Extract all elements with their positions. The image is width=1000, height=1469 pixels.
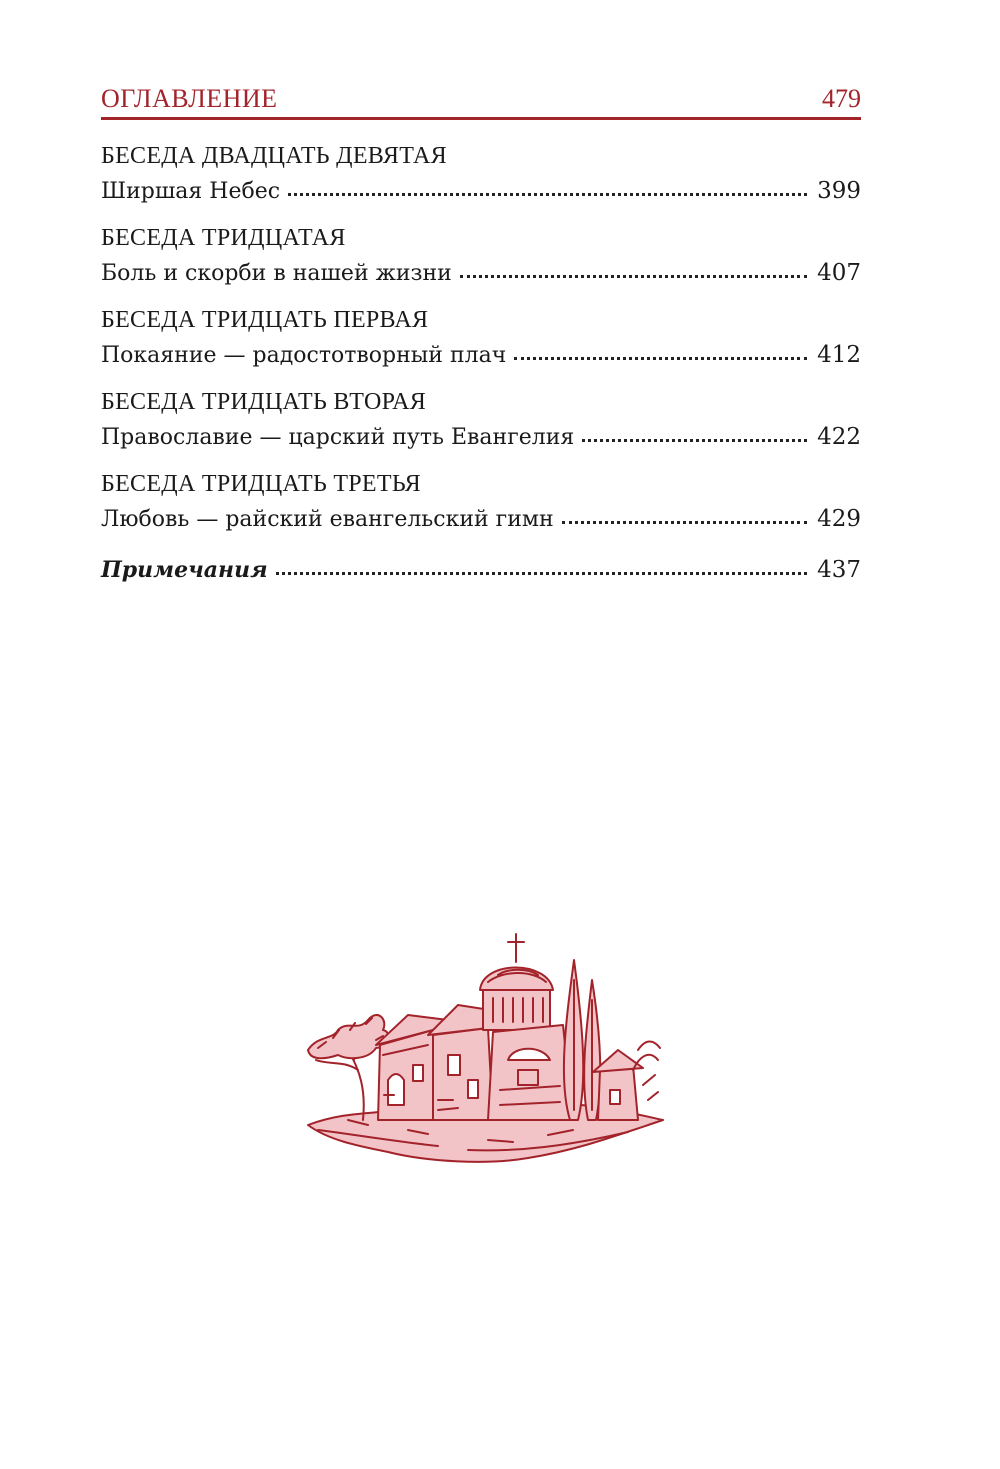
toc-entry-title: Покаяние — радостотворный плач (101, 343, 507, 368)
toc-entry-page: 399 (817, 178, 861, 204)
toc-entry (101, 223, 861, 292)
monastery-church-engraving-icon (288, 920, 668, 1170)
toc-entry-heading: БЕСЕДА ТРИДЦАТАЯ (101, 225, 346, 251)
toc-entry-page: 412 (817, 342, 861, 368)
toc-entry-line[interactable] (101, 254, 861, 292)
toc-entry-line[interactable] (101, 418, 861, 456)
dot-leader (276, 572, 807, 575)
dot-leader (460, 275, 807, 278)
toc-entry-page: 422 (817, 424, 861, 450)
toc-entry-page: 407 (817, 260, 861, 286)
toc-entry-heading: БЕСЕДА ТРИДЦАТЬ ПЕРВАЯ (101, 307, 429, 333)
toc-notes-entry (101, 551, 861, 589)
toc-entry (101, 141, 861, 210)
toc-notes-line[interactable] (101, 551, 861, 589)
header-rule (101, 117, 861, 120)
toc-entry-heading: БЕСЕДА ТРИДЦАТЬ ВТОРАЯ (101, 389, 427, 415)
toc-entry-line[interactable] (101, 172, 861, 210)
table-of-contents (101, 141, 861, 602)
running-head (101, 82, 861, 122)
toc-notes-page: 437 (817, 557, 861, 583)
toc-entry-title: Православие — царский путь Евангелия (101, 425, 575, 450)
toc-entry-page: 429 (817, 506, 861, 532)
toc-entry (101, 305, 861, 374)
page-number: 479 (822, 84, 861, 113)
toc-entry (101, 387, 861, 456)
toc-entry-line[interactable] (101, 500, 861, 538)
toc-entry (101, 469, 861, 538)
toc-entry-title: Любовь — райский евангельский гимн (101, 507, 554, 532)
running-head-title: ОГЛАВЛЕНИЕ (101, 84, 278, 113)
toc-entry-title: Боль и скорби в нашей жизни (101, 261, 452, 286)
dot-leader (562, 521, 807, 524)
dot-leader (514, 357, 807, 360)
dot-leader (582, 439, 807, 442)
toc-entry-heading: БЕСЕДА ДВАДЦАТЬ ДЕВЯТАЯ (101, 143, 447, 169)
toc-entry-line[interactable] (101, 336, 861, 374)
dot-leader (288, 193, 807, 196)
toc-notes-title: Примечания (101, 557, 268, 583)
toc-entry-heading: БЕСЕДА ТРИДЦАТЬ ТРЕТЬЯ (101, 471, 421, 497)
toc-entry-title: Ширшая Небес (101, 179, 281, 204)
